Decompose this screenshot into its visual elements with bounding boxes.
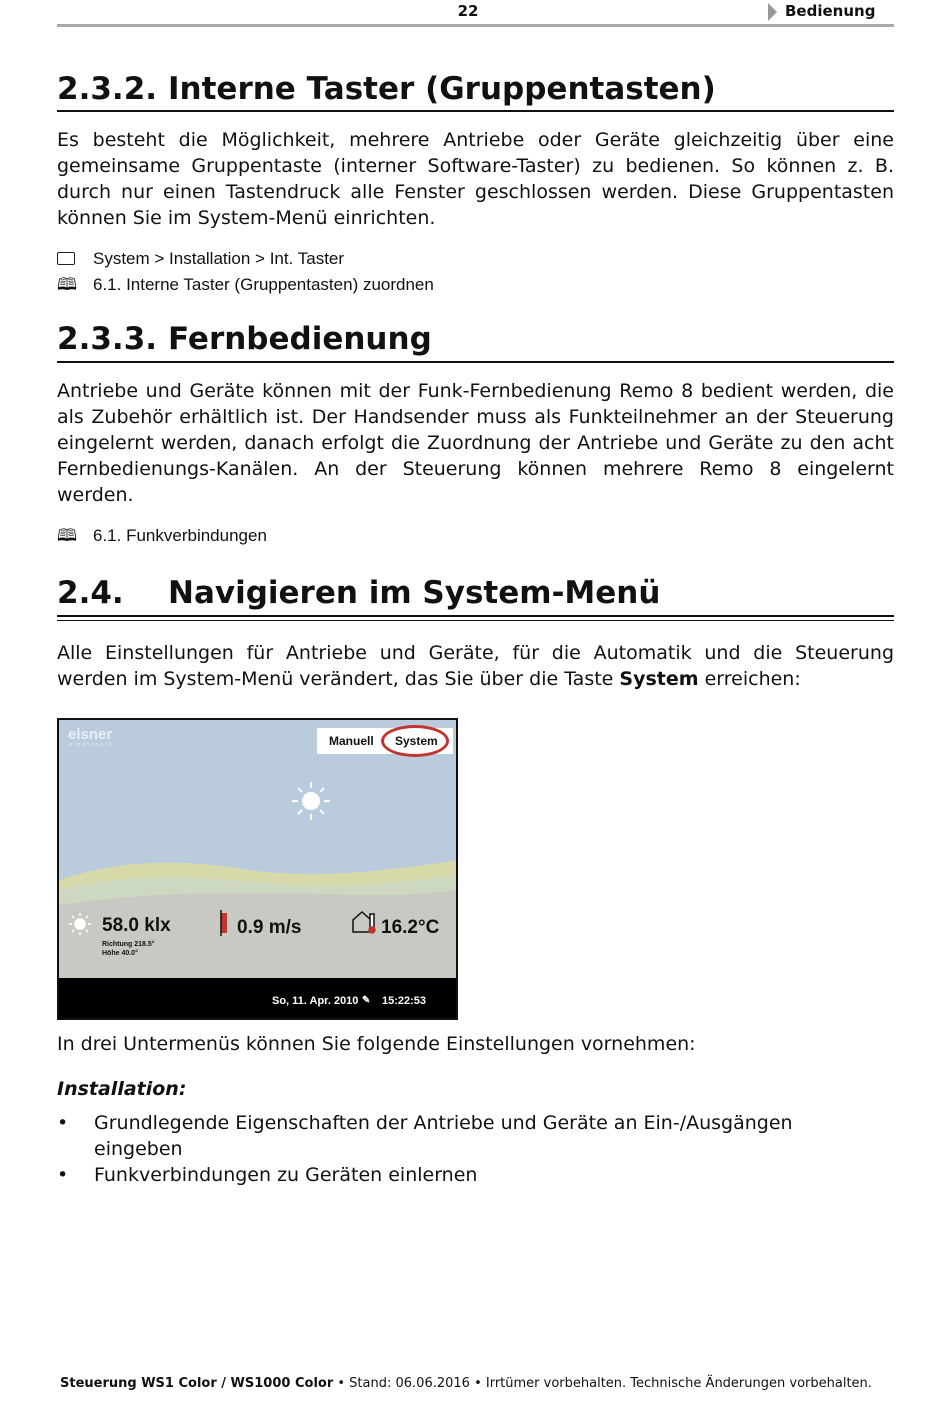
footer	[60, 1376, 872, 1391]
paragraph-untermenues: In drei Untermenüs können Sie folgende Einstellungen vornehmen:	[57, 1033, 696, 1055]
status-date: So, 11. Apr. 2010	[272, 995, 359, 1007]
section-heading-2-3-2	[57, 71, 716, 107]
system-button[interactable]: System	[395, 734, 438, 748]
heading-rule	[57, 361, 894, 363]
landscape-graphic	[59, 720, 458, 1020]
wind-value: 0.9 m/s	[237, 917, 302, 938]
menu-path-text: System > Installation > Int. Taster	[93, 249, 345, 268]
light-value: 58.0 klx	[102, 915, 171, 936]
paragraph-system-menu: Alle Einstellungen für Antriebe und Geräte, für die Automatik und die Steuerung werden im System-Menü verändert, das Sie über die Taste System erreichen:	[57, 642, 894, 690]
direction-value: Richtung 218.5°	[102, 941, 155, 948]
book-ref-text: 6.1. Interne Taster (Gruppentasten) zuordnen	[93, 275, 434, 294]
paragraph-gruppentasten: Es besteht die Möglichkeit, mehrere Antriebe oder Geräte gleichzeitig über eine gemeinsame Gruppentaste (interner Software-Taster) zu bedienen. So können z. B. durch nur einen Tastendruck alle Fenster geschlossen werden. Diese Gruppentasten können Sie im System-Menü einrichten.	[57, 129, 894, 229]
menu-icon	[57, 252, 75, 265]
section-title: Fernbedienung	[168, 321, 432, 357]
device-screen-illustration	[57, 718, 458, 1020]
elsner-logo: elsner	[68, 726, 113, 743]
heading-rule-double	[57, 620, 894, 621]
height-value: Höhe 40.0°	[102, 950, 138, 957]
header-section-title: Bedienung	[785, 2, 876, 20]
page-number: 22	[457, 2, 479, 20]
paragraph-fernbedienung: Antriebe und Geräte können mit der Funk-Fernbedienung Remo 8 bedient werden, die als Zubehör erhältlich ist. Der Handsender muss als Funkteilnehmer an der Steuerung eingelernt werden, danach erfolgt die Zuordnung der Antriebe und Geräte zu den acht Fernbedienungs-Kanälen. An der Steuerung können mehrere Remo 8 eingelernt werden.	[57, 380, 894, 506]
chevron-right-icon	[768, 3, 777, 21]
pencil-icon: ✎	[362, 995, 371, 1006]
status-time: 15:22:53	[382, 995, 427, 1007]
book-ref-text: 6.1. Funkverbindungen	[93, 526, 267, 545]
section-number: 2.3.2.	[57, 71, 158, 107]
heading-rule	[57, 110, 894, 112]
installation-heading: Installation:	[57, 1078, 187, 1100]
footer-text: • Stand: 06.06.2016 • Irrtümer vorbehalten. Technische Änderungen vorbehalten.	[333, 1376, 872, 1391]
section-title: Interne Taster (Gruppentasten)	[168, 71, 716, 107]
book-ref-2	[57, 525, 267, 547]
manual-button[interactable]: Manuell	[329, 734, 374, 748]
elsner-logo-sub: elektronik	[69, 742, 114, 748]
system-highlight-ring	[381, 725, 449, 757]
list-item: • Funkverbindungen zu Geräten einlernen	[57, 1164, 478, 1186]
heading-rule	[57, 615, 894, 617]
book-icon: 🕮	[57, 275, 78, 294]
temperature-value: 16.2°C	[381, 917, 440, 938]
menu-path-ref	[57, 248, 344, 270]
header-rule	[57, 24, 894, 27]
section-title: Navigieren im System-Menü	[168, 575, 661, 611]
section-number: 2.4.	[57, 575, 124, 611]
footer-product: Steuerung WS1 Color / WS1000 Color	[60, 1376, 334, 1391]
book-ref-1	[57, 274, 434, 296]
book-icon: 🕮	[57, 526, 78, 545]
section-number: 2.3.3.	[57, 321, 158, 357]
section-heading-2-3-3	[57, 321, 432, 357]
section-heading-2-4	[57, 575, 660, 611]
list-item: • Grundlegende Eigenschaften der Antriebe und Geräte an Ein-/Ausgängen eingeben	[57, 1112, 793, 1160]
